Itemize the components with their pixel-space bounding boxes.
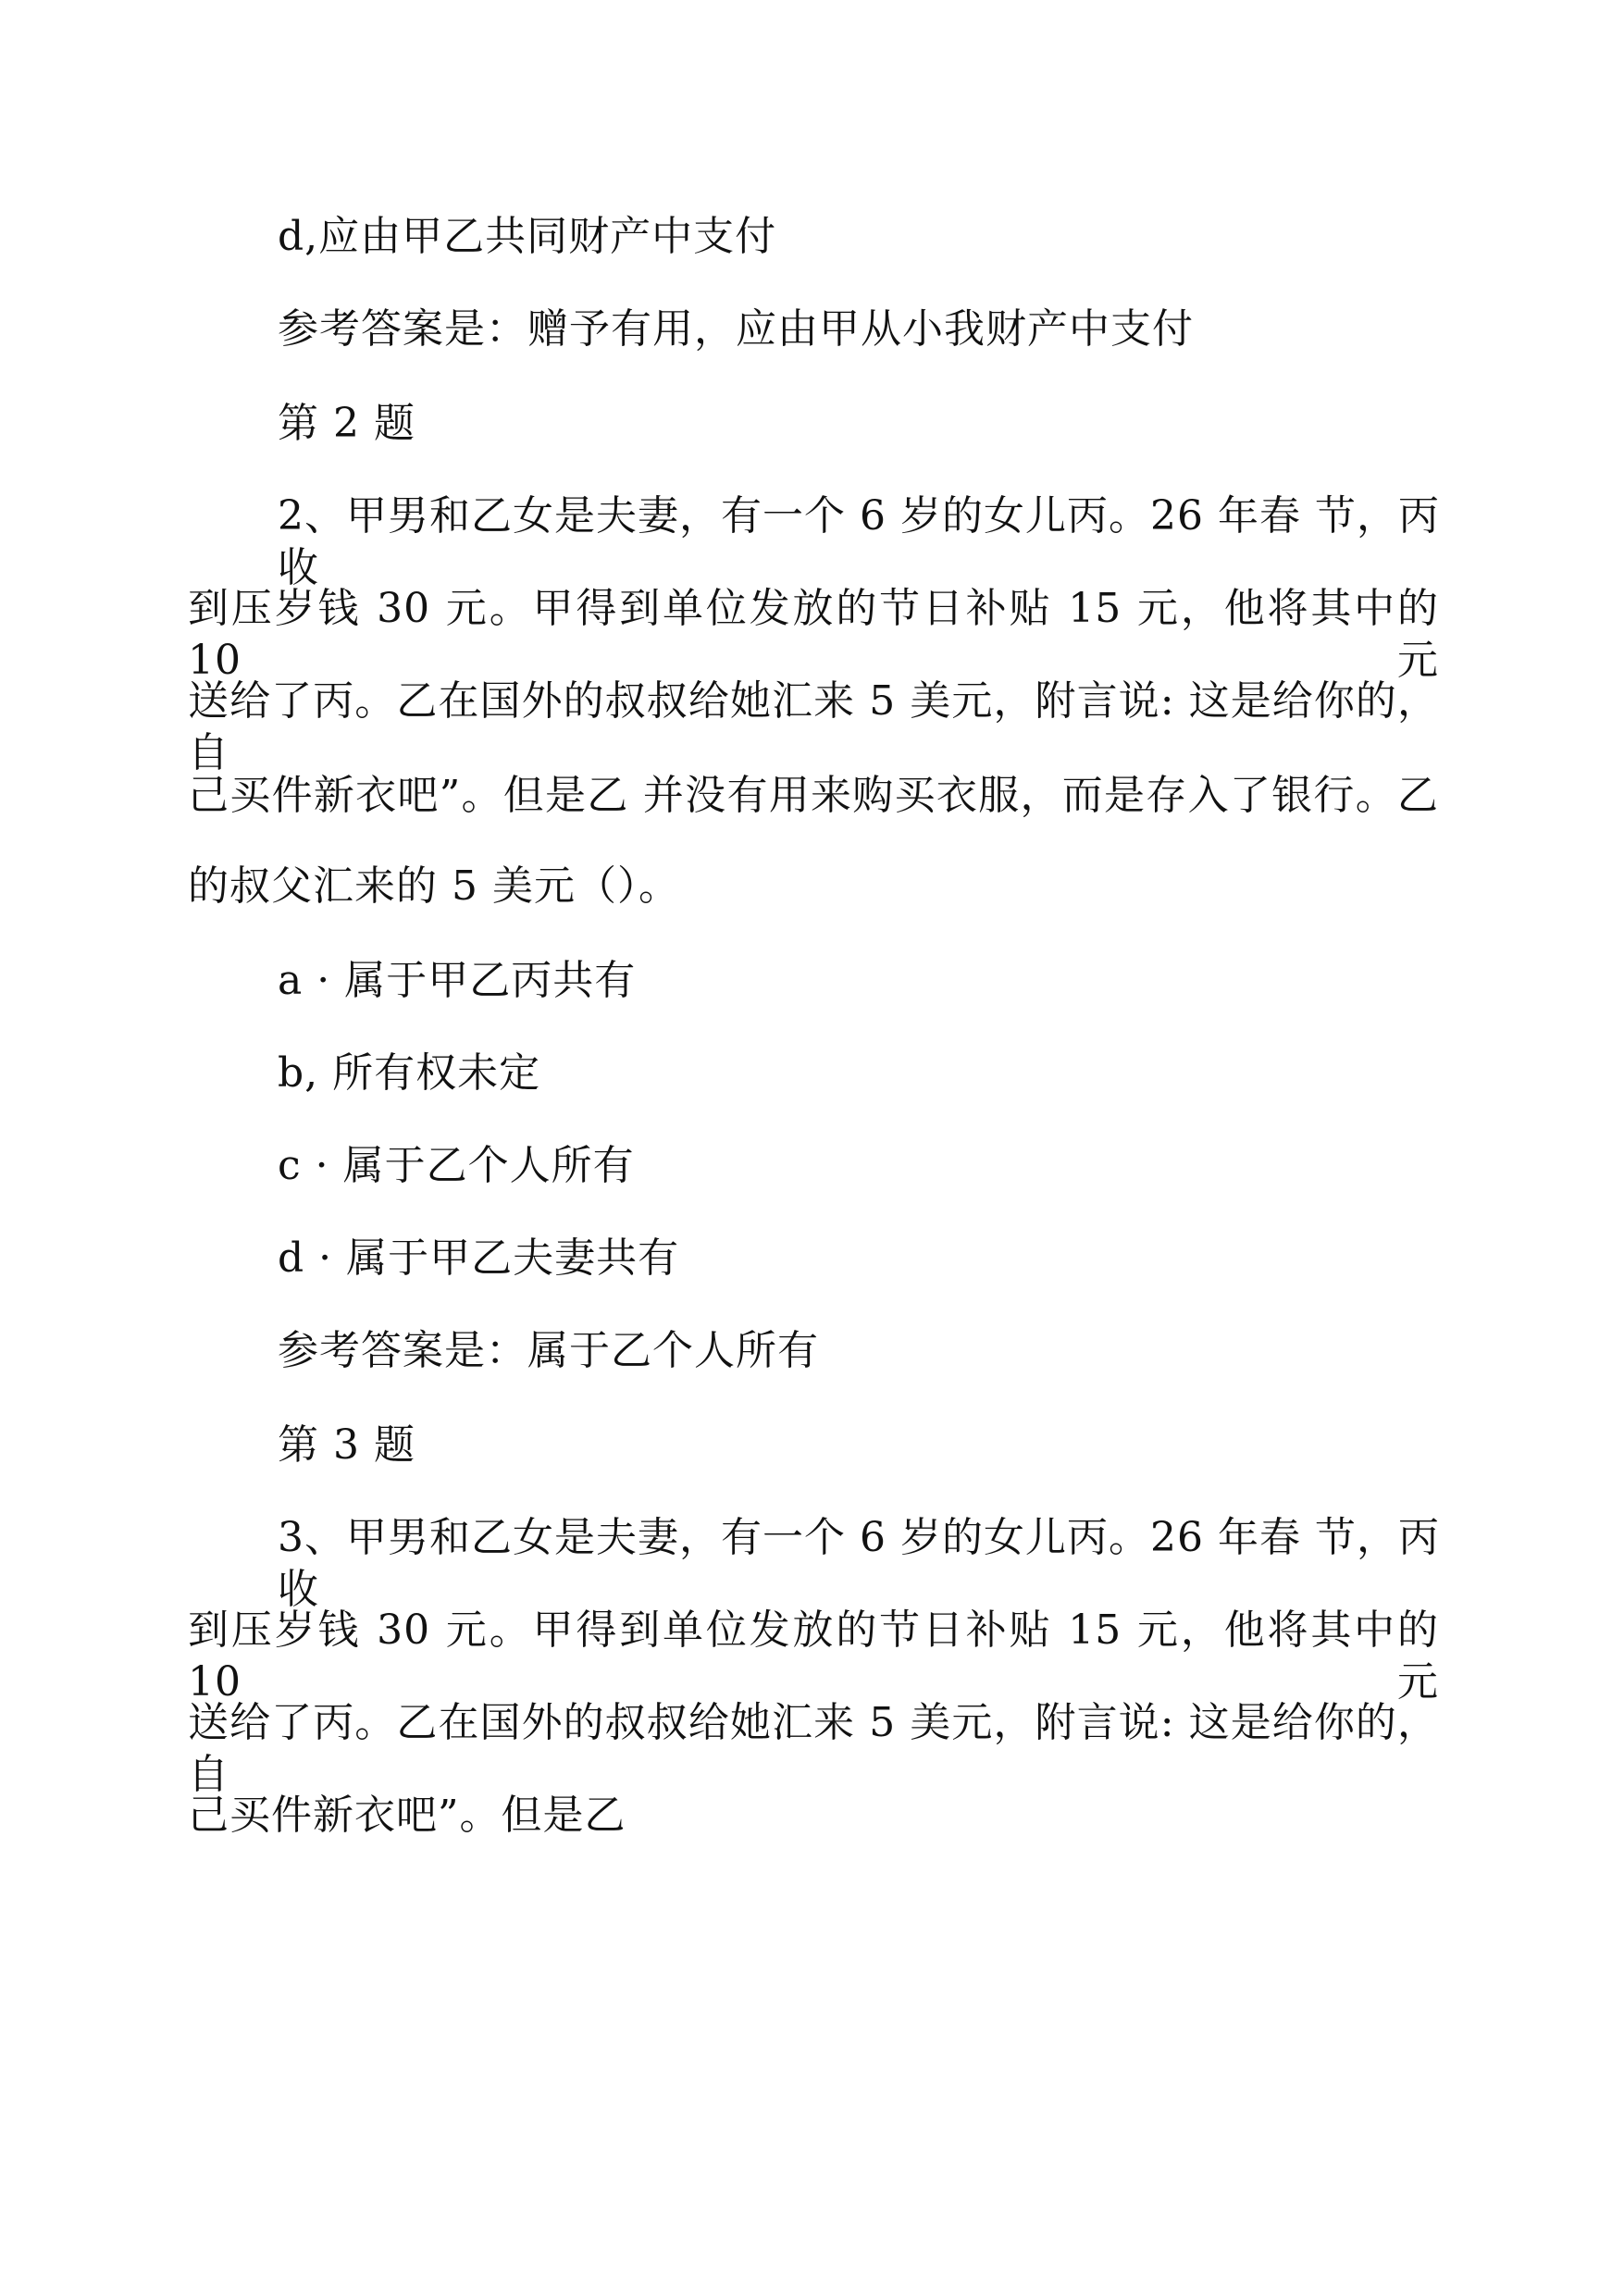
option-a-q2: a · 属于甲乙丙共有	[278, 957, 637, 1004]
question3-line-1: 3、甲男和乙女是夫妻，有一个 6 岁的女儿丙。26 年春 节，丙收	[278, 1514, 1440, 1613]
question2-line-4: 己买件新衣吧”。但是乙 并没有用来购买衣服，而是存入了银行。乙	[188, 772, 1439, 819]
question2-line-2: 到压岁钱 30 元。甲得到单位发放的节日补贴 15 元，他将其中的 10 元	[188, 585, 1439, 684]
answer-q2: 参考答案是：属于乙个人所有	[278, 1327, 819, 1374]
option-d-q2: d · 属于甲乙夫妻共有	[278, 1234, 680, 1282]
option-b-q2: b, 所有权未定	[278, 1049, 541, 1097]
answer-q1: 参考答案是：赠予有用，应由甲从小我财产中支付	[278, 305, 1194, 353]
question3-line-4: 己买件新衣吧”。但是乙	[188, 1792, 626, 1839]
question2-line-5: 的叔父汇来的 5 美元（）。	[188, 862, 680, 910]
question3-line-3: 送给了丙。乙在国外的叔叔给她汇来 5 美元，附言说: 这是给你的，自	[188, 1699, 1439, 1798]
question2-line-1: 2、甲男和乙女是夫妻，有一个 6 岁的女儿丙。26 年春 节，丙收	[278, 492, 1440, 591]
option-c-q2: c · 属于乙个人所有	[278, 1142, 635, 1189]
question3-line-2: 到压岁钱 30 元。甲得到单位发放的节日补贴 15 元，他将其中的 10 元	[188, 1606, 1439, 1706]
question2-line-3: 送给了丙。乙在国外的叔叔给她汇来 5 美元，附言说: 这是给你的，自	[188, 677, 1439, 776]
heading-q3: 第 3 题	[278, 1421, 415, 1469]
heading-q2: 第 2 题	[278, 400, 415, 447]
option-d-q1: d,应由甲乙共同财产中支付	[278, 213, 777, 260]
